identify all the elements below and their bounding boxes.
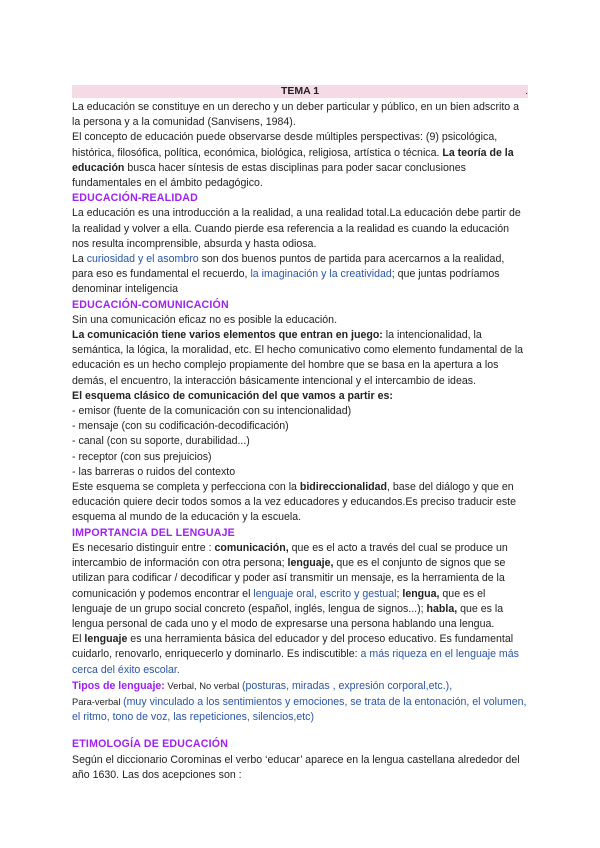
intro-paragraph-1: La educación se constituye en un derecho y un deber particular y público, en un bien adscrito a la persona y a la comunidad (Sanvisens, 1984). xyxy=(72,101,519,129)
lenguaje-paragraph-2: El lenguaje es una herramienta básica del educador y del proceso educativo. Es fundamental cuidarlo, renovarlo, enriquecerlo y dominarlo. Es indiscutible: a más riqueza en el lenguaje más cerca del éxito escolar. xyxy=(72,633,519,676)
section-title-educacion-comunicacion: EDUCACIÓN-COMUNICACIÓN xyxy=(72,298,229,311)
section-title-etimologia: ETIMOLOGÍA DE EDUCACIÓN xyxy=(72,738,229,751)
section-gap xyxy=(72,725,528,737)
esquema-list xyxy=(72,404,528,480)
comunicacion-paragraph-4: Este esquema se completa y perfecciona con la bidireccionalidad, base del diálogo y que en educación quiere decir todos somos a la vez educadores y educandos.Es preciso traducir este esquema al mundo de la educación y la escuela. xyxy=(72,481,517,524)
document-page xyxy=(72,85,528,783)
comunicacion-paragraph-3: El esquema clásico de comunicación del que vamos a partir es: xyxy=(72,389,393,402)
intro-paragraph-2: El concepto de educación puede observarse desde múltiples perspectivas: (9) psicológica, histórica, filosófica, política, económica, biológica, religiosa, artística o técnica. La teoría de la educación busca hacer síntesis de estas disciplinas para poder sacar conclusiones fundamentales en el ámbito pedagógico. xyxy=(72,131,514,190)
comunicacion-paragraph-2: La comunicación tiene varios elementos que entran en juego: la intencionalidad, la semántica, la lógica, la moralidad, etc. El hecho comunicativo como elemento fundamental de la educación es un hecho complejo propiamente del hombre que se basa en la apertura a los demás, el encuentro, la interacción básicamente intencional y el intercambio de ideas. xyxy=(72,329,524,387)
comunicacion-paragraph-1: Sin una comunicación eficaz no es posible la educación. xyxy=(72,313,338,326)
realidad-paragraph-2: La curiosidad y el asombro son dos buenos puntos de partida para acercarnos a la realidad, para eso es fundamental el recuerdo, la imaginación y la creatividad; que juntas podríamos denominar inteligencia xyxy=(72,253,505,296)
realidad-paragraph-1: La educación es una introducción a la realidad, a una realidad total.La educación debe partir de la realidad y volver a ella. Cuando pierde esa referencia a la realidad es cuando la educación nos resulta incomprensible, absurda y hasta odiosa. xyxy=(72,207,521,250)
tipos-lenguaje-line: Tipos de lenguaje: Verbal, No verbal (posturas, miradas , expresión corporal,etc.), xyxy=(72,679,453,692)
para-verbal-line: Para-verbal (muy vinculado a los sentimientos y emociones, se trata de la entonación, el volumen, el ritmo, tono de voz, las repeticiones, silencios,etc) xyxy=(72,695,527,724)
etimologia-paragraph-1: Según el diccionario Corominas el verbo ‘educar’ aparece en la lengua castellana alrededor del año 1630. Las dos acepciones son : xyxy=(72,753,520,781)
page-title: TEMA 1 xyxy=(280,85,320,97)
section-title-importancia-lenguaje: IMPORTANCIA DEL LENGUAJE xyxy=(72,526,235,539)
list-item: - emisor (fuente de la comunicación con su intencionalidad) xyxy=(72,405,352,418)
lenguaje-paragraph-1: Es necesario distinguir entre : comunicación, que es el acto a través del cual se produce un intercambio de información con otra persona; lenguaje, que es el conjunto de signos que se utilizan para codificar / decodificar y poder así transmitir un mensaje, es la herramienta de la comunicación y podemos encontrar el lenguaje oral, escrito y gestual; lengua, que es el lenguaje de un grupo social concreto (español, inglés, lengua de signos...); habla, que es la lengua personal de cada uno y el modo de expresarse una persona hablando una lengua. xyxy=(72,541,508,630)
section-title-educacion-realidad: EDUCACIÓN-REALIDAD xyxy=(72,192,199,205)
list-item: - receptor (con sus prejuicios) xyxy=(72,450,212,463)
list-item: - mensaje (con su codificación-decodificación) xyxy=(72,420,289,433)
title-mark: . xyxy=(525,85,528,97)
list-item: - las barreras o ruidos del contexto xyxy=(72,465,236,478)
title-bar xyxy=(72,85,528,98)
list-item: - canal (con su soporte, durabilidad...) xyxy=(72,435,250,448)
